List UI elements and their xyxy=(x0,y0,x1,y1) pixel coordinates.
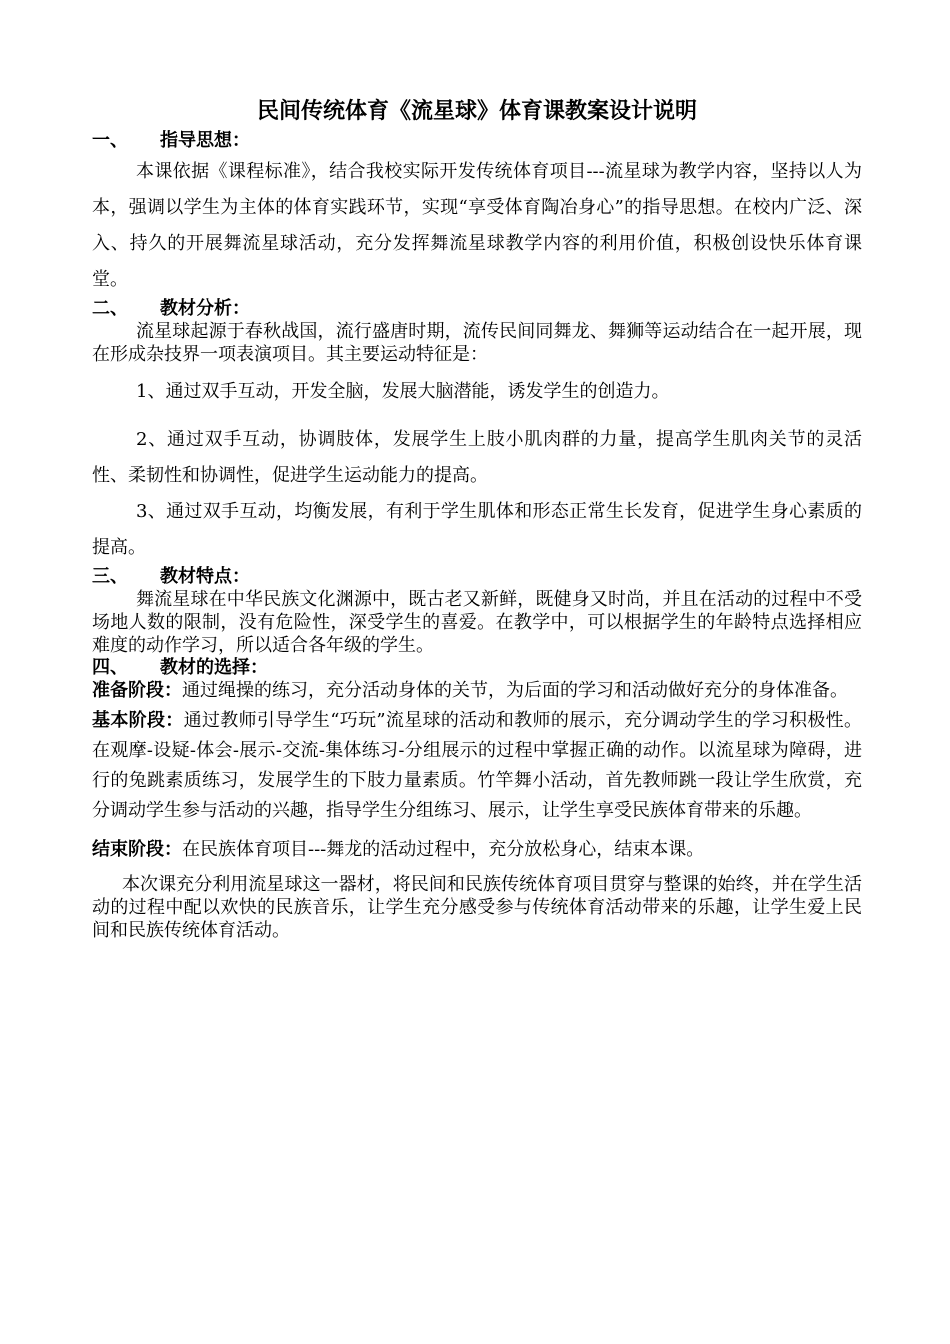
paragraph-stage-ending xyxy=(92,838,862,861)
stage-text: 在民族体育项目---舞龙的活动过程中，充分放松身心，结束本课。 xyxy=(182,839,705,860)
section-heading-material-analysis xyxy=(92,298,862,320)
section-number: 三、 xyxy=(92,566,128,587)
stage-label: 结束阶段： xyxy=(92,839,182,860)
section-title: 指导思想： xyxy=(160,130,250,151)
paragraph-material-features: 舞流星球在中华民族文化渊源中，既古老又新鲜，既健身又时尚，并且在活动的过程中不受场地人数的限制，没有危险性，深受学生的喜爱。在教学中，可以根据学生的年龄特点选择相应难度的动作学习，所以适合各年级的学生。 xyxy=(92,589,862,656)
section-title: 教材特点： xyxy=(160,566,250,587)
paragraph-stage-basic xyxy=(92,706,862,826)
section-heading-material-selection xyxy=(92,657,862,679)
section-title: 教材分析： xyxy=(160,298,250,319)
document-page xyxy=(92,96,862,942)
paragraph-feature-2: 2、通过双手互动，协调肢体，发展学生上肢小肌肉群的力量，提高学生肌肉关节的灵活性、柔韧性和协调性，促进学生运动能力的提高。 xyxy=(92,429,862,486)
section-heading-material-features xyxy=(92,566,862,588)
paragraph-material-analysis-intro: 流星球起源于春秋战国，流行盛唐时期，流传民间同舞龙、舞狮等运动结合在一起开展，现在形成杂技界一项表演项目。其主要运动特征是： xyxy=(92,321,862,365)
stage-label: 准备阶段： xyxy=(92,680,182,701)
stage-text: 通过绳操的练习，充分活动身体的关节，为后面的学习和活动做好充分的身体准备。 xyxy=(182,680,848,701)
document-title: 民间传统体育《流星球》体育课教案设计说明 xyxy=(256,98,697,124)
paragraph-closing: 本次课充分利用流星球这一器材，将民间和民族传统体育项目贯穿与整课的始终，并在学生活动的过程中配以欢快的民族音乐，让学生充分感受参与传统体育活动带来的乐趣，让学生爱上民间和民族传统体育活动。 xyxy=(92,874,862,941)
section-heading-guiding-thought xyxy=(92,130,862,152)
paragraph-feature-3: 3、通过双手互动，均衡发展，有利于学生肌体和形态正常生长发育，促进学生身心素质的提高。 xyxy=(92,501,862,558)
section-title: 教材的选择： xyxy=(160,657,268,678)
section-number: 二、 xyxy=(92,298,128,319)
section-number: 四、 xyxy=(92,657,128,678)
paragraph-stage-preparation xyxy=(92,679,862,702)
paragraph-guiding-thought: 本课依据《课程标准》，结合我校实际开发传统体育项目---流星球为教学内容，坚持以人为本，强调以学生为主体的体育实践环节，实现“享受体育陶冶身心”的指导思想。在校内广泛、深入、持久的开展舞流星球活动，充分发挥舞流星球教学内容的利用价值，积极创设快乐体育课堂。 xyxy=(92,161,862,290)
stage-label: 基本阶段： xyxy=(92,710,184,731)
section-number: 一、 xyxy=(92,130,128,151)
stage-text: 通过教师引导学生“巧玩”流星球的活动和教师的展示，充分调动学生的学习积极性。在观摩-设疑-体会-展示-交流-集体练习-分组展示的过程中掌握正确的动作。以流星球为障碍，进行的兔跳素质练习，发展学生的下肢力量素质。竹竿舞小活动，首先教师跳一段让学生欣赏，充分调动学生参与活动的兴趣，指导学生分组练习、展示，让学生享受民族体育带来的乐趣。 xyxy=(92,710,863,821)
paragraph-feature-1: 1、通过双手互动，开发全脑，发展大脑潜能，诱发学生的创造力。 xyxy=(136,381,670,402)
